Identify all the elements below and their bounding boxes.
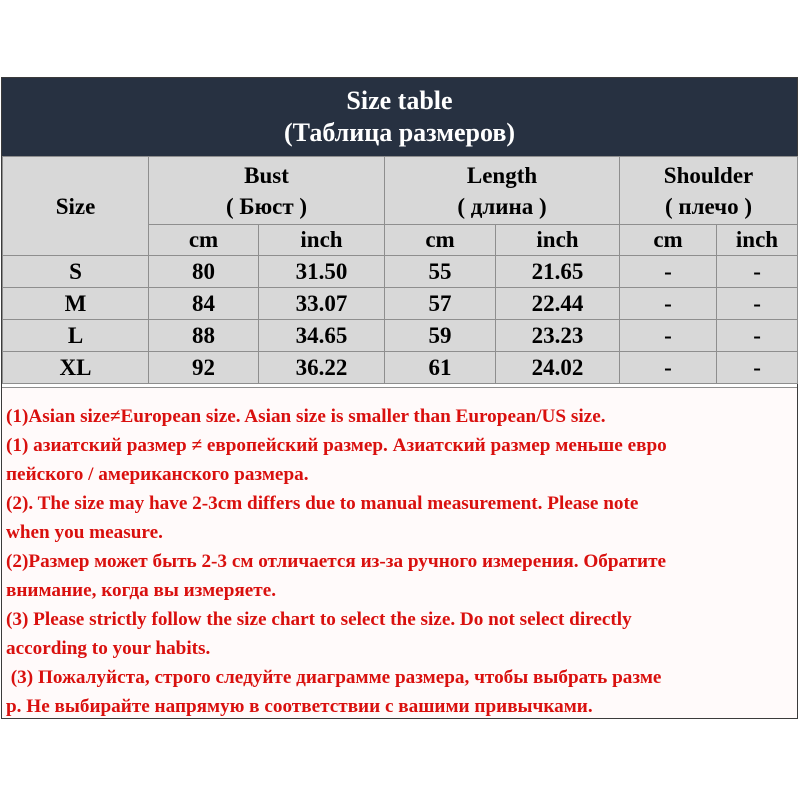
bust-inch-cell: 33.07	[259, 288, 385, 320]
unit-header: cm	[620, 225, 717, 256]
shoulder-column-header	[620, 157, 798, 225]
title-english: Size table	[346, 86, 453, 115]
bust-cm-cell: 80	[149, 256, 259, 288]
shoulder-inch-cell: -	[717, 320, 798, 352]
shoulder-header-sublabel: ( плечо )	[664, 193, 753, 219]
size-cell: XL	[3, 352, 149, 384]
length-inch-cell: 24.02	[496, 352, 620, 384]
length-inch-cell: 23.23	[496, 320, 620, 352]
shoulder-cm-cell: -	[620, 256, 717, 288]
note-line: (3) Please strictly follow the size chart to select the size. Do not select directly	[6, 609, 632, 630]
table-row	[3, 352, 798, 384]
note-line: (1)Asian size≠European size. Asian size is smaller than European/US size.	[6, 406, 606, 427]
bust-header-label: Bust	[244, 162, 289, 188]
bust-header-sublabel: ( Бюст )	[225, 193, 308, 219]
note-line: (2)Размер может быть 2-3 см отличается из-за ручного измерения. Обратите	[6, 551, 667, 572]
size-table-title	[2, 78, 797, 156]
shoulder-inch-cell: -	[717, 352, 798, 384]
note-line: according to your habits.	[6, 638, 211, 659]
unit-header: cm	[149, 225, 259, 256]
unit-header: inch	[717, 225, 798, 256]
bust-column-header	[149, 157, 385, 225]
header-row	[3, 157, 798, 225]
bust-inch-cell: 31.50	[259, 256, 385, 288]
table-row	[3, 320, 798, 352]
length-cm-cell: 61	[385, 352, 496, 384]
size-column-header: Size	[3, 157, 149, 256]
length-cm-cell: 55	[385, 256, 496, 288]
bust-inch-cell: 36.22	[259, 352, 385, 384]
length-header-label: Length	[466, 162, 538, 188]
size-table	[2, 156, 798, 384]
note-line: р. Не выбирайте напрямую в соответствии с вашими привычками.	[6, 696, 593, 717]
size-notes	[2, 387, 797, 718]
length-column-header	[385, 157, 620, 225]
shoulder-cm-cell: -	[620, 352, 717, 384]
note-line: (1) азиатский размер ≠ европейский размер. Азиатский размер меньше евро	[6, 435, 667, 456]
title-russian: (Таблица размеров)	[283, 118, 516, 147]
size-chart	[1, 77, 798, 719]
size-cell: L	[3, 320, 149, 352]
note-line: пейского / американского размера.	[6, 464, 309, 485]
length-inch-cell: 22.44	[496, 288, 620, 320]
shoulder-inch-cell: -	[717, 256, 798, 288]
shoulder-inch-cell: -	[717, 288, 798, 320]
table-row	[3, 288, 798, 320]
note-line: when you measure.	[6, 522, 163, 543]
length-inch-cell: 21.65	[496, 256, 620, 288]
size-cell: S	[3, 256, 149, 288]
length-cm-cell: 57	[385, 288, 496, 320]
unit-header: inch	[496, 225, 620, 256]
length-cm-cell: 59	[385, 320, 496, 352]
note-line: внимание, когда вы измеряете.	[6, 580, 277, 601]
bust-cm-cell: 92	[149, 352, 259, 384]
shoulder-cm-cell: -	[620, 320, 717, 352]
table-row	[3, 256, 798, 288]
bust-cm-cell: 88	[149, 320, 259, 352]
size-cell: M	[3, 288, 149, 320]
bust-inch-cell: 34.65	[259, 320, 385, 352]
bust-cm-cell: 84	[149, 288, 259, 320]
shoulder-header-label: Shoulder	[663, 162, 754, 188]
note-line: (2). The size may have 2-3cm differs due to manual measurement. Please note	[6, 493, 639, 514]
unit-header: inch	[259, 225, 385, 256]
length-header-sublabel: ( длина )	[457, 193, 547, 219]
unit-header: cm	[385, 225, 496, 256]
note-line: (3) Пожалуйста, строго следуйте диаграмме размера, чтобы выбрать разме	[6, 667, 662, 688]
shoulder-cm-cell: -	[620, 288, 717, 320]
